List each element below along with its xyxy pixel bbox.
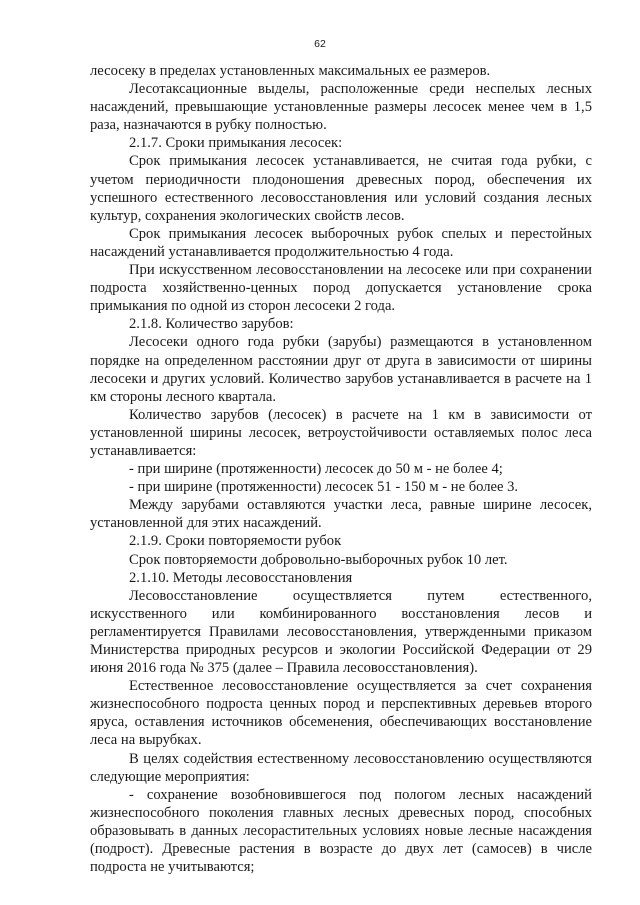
- paragraph: Количество зарубов (лесосек) в расчете на 1 км в зависимости от установленной ширины лесосек, ветроустойчивости оставляемых полос леса устанавливается:: [90, 406, 592, 459]
- paragraph: Между зарубами оставляются участки леса, равные ширине лесосек, установленной для этих насаждений.: [90, 497, 592, 532]
- paragraph: 2.1.9. Сроки повторяемости рубок: [129, 533, 342, 550]
- body-text: [90, 62, 592, 876]
- paragraph: Лесосеки одного года рубки (зарубы) размещаются в установленном порядке на определенном расстоянии друг от друга в зависимости от ширины лесосеки и других условий. Количество зарубов устанавливается в расчете на 1 км стороны лесного квартала.: [90, 334, 592, 405]
- paragraph: Срок примыкания лесосек устанавливается, не считая года рубки, с учетом периодичности плодоношения древесных пород, обеспечения их успешного естественного лесовосстановления или условий создания лесных культур, сохранения экологических свойств лесов.: [90, 153, 592, 224]
- page-number: 62: [314, 38, 326, 50]
- paragraph: 2.1.10. Методы лесовосстановления: [129, 569, 353, 586]
- paragraph: 2.1.7. Сроки примыкания лесосек:: [129, 135, 343, 152]
- paragraph: Срок примыкания лесосек выборочных рубок спелых и перестойных насаждений устанавливается продолжительностью 4 года.: [90, 225, 592, 260]
- paragraph: - сохранение возобновившегося под пологом лесных насаждений жизнеспособного поколения главных лесных древесных пород, способных образовывать в данных лесорастительных условиях новые лесные насаждения (подрост). Древесные растения в возрасте до двух лет (самосев) в числе подроста не учитываются;: [90, 786, 592, 876]
- paragraph: лесосеку в пределах установленных максимальных ее размеров.: [90, 63, 491, 79]
- paragraph: - при ширине (протяженности) лесосек до 50 м - не более 4;: [129, 461, 503, 478]
- paragraph: Срок повторяемости добровольно-выборочных рубок 10 лет.: [129, 551, 508, 568]
- paragraph: - при ширине (протяженности) лесосек 51 - 150 м - не более 3.: [129, 479, 519, 496]
- paragraph: При искусственном лесовосстановлении на лесосеке или при сохранении подроста хозяйственно-ценных пород допускается установление срока примыкания по одной из сторон лесосеки 2 года.: [90, 262, 592, 315]
- paragraph: Естественное лесовосстановление осуществляется за счет сохранения жизнеспособного подроста ценных пород и перспективных деревьев второго яруса, оставления источников обсеменения, обеспечивающих восстановление леса на вырубках.: [90, 678, 592, 749]
- paragraph: 2.1.8. Количество зарубов:: [129, 316, 294, 333]
- paragraph: Лесотаксационные выделы, расположенные среди неспелых лесных насаждений, превышающие установленные размеры лесосек менее чем в 1,5 раза, назначаются в рубку полностью.: [90, 81, 592, 134]
- paragraph: В целях содействия естественному лесовосстановлению осуществляются следующие мероприятия:: [90, 750, 592, 785]
- paragraph: Лесовосстановление осуществляется путем естественного, искусственного или комбинированного восстановления лесов и регламентируется Правилами лесовосстановления, утвержденными приказом Министерства природных ресурсов и экологии Российской Федерации от 29 июня 2016 года № 375 (далее – Правила лесовосстановления).: [90, 587, 592, 677]
